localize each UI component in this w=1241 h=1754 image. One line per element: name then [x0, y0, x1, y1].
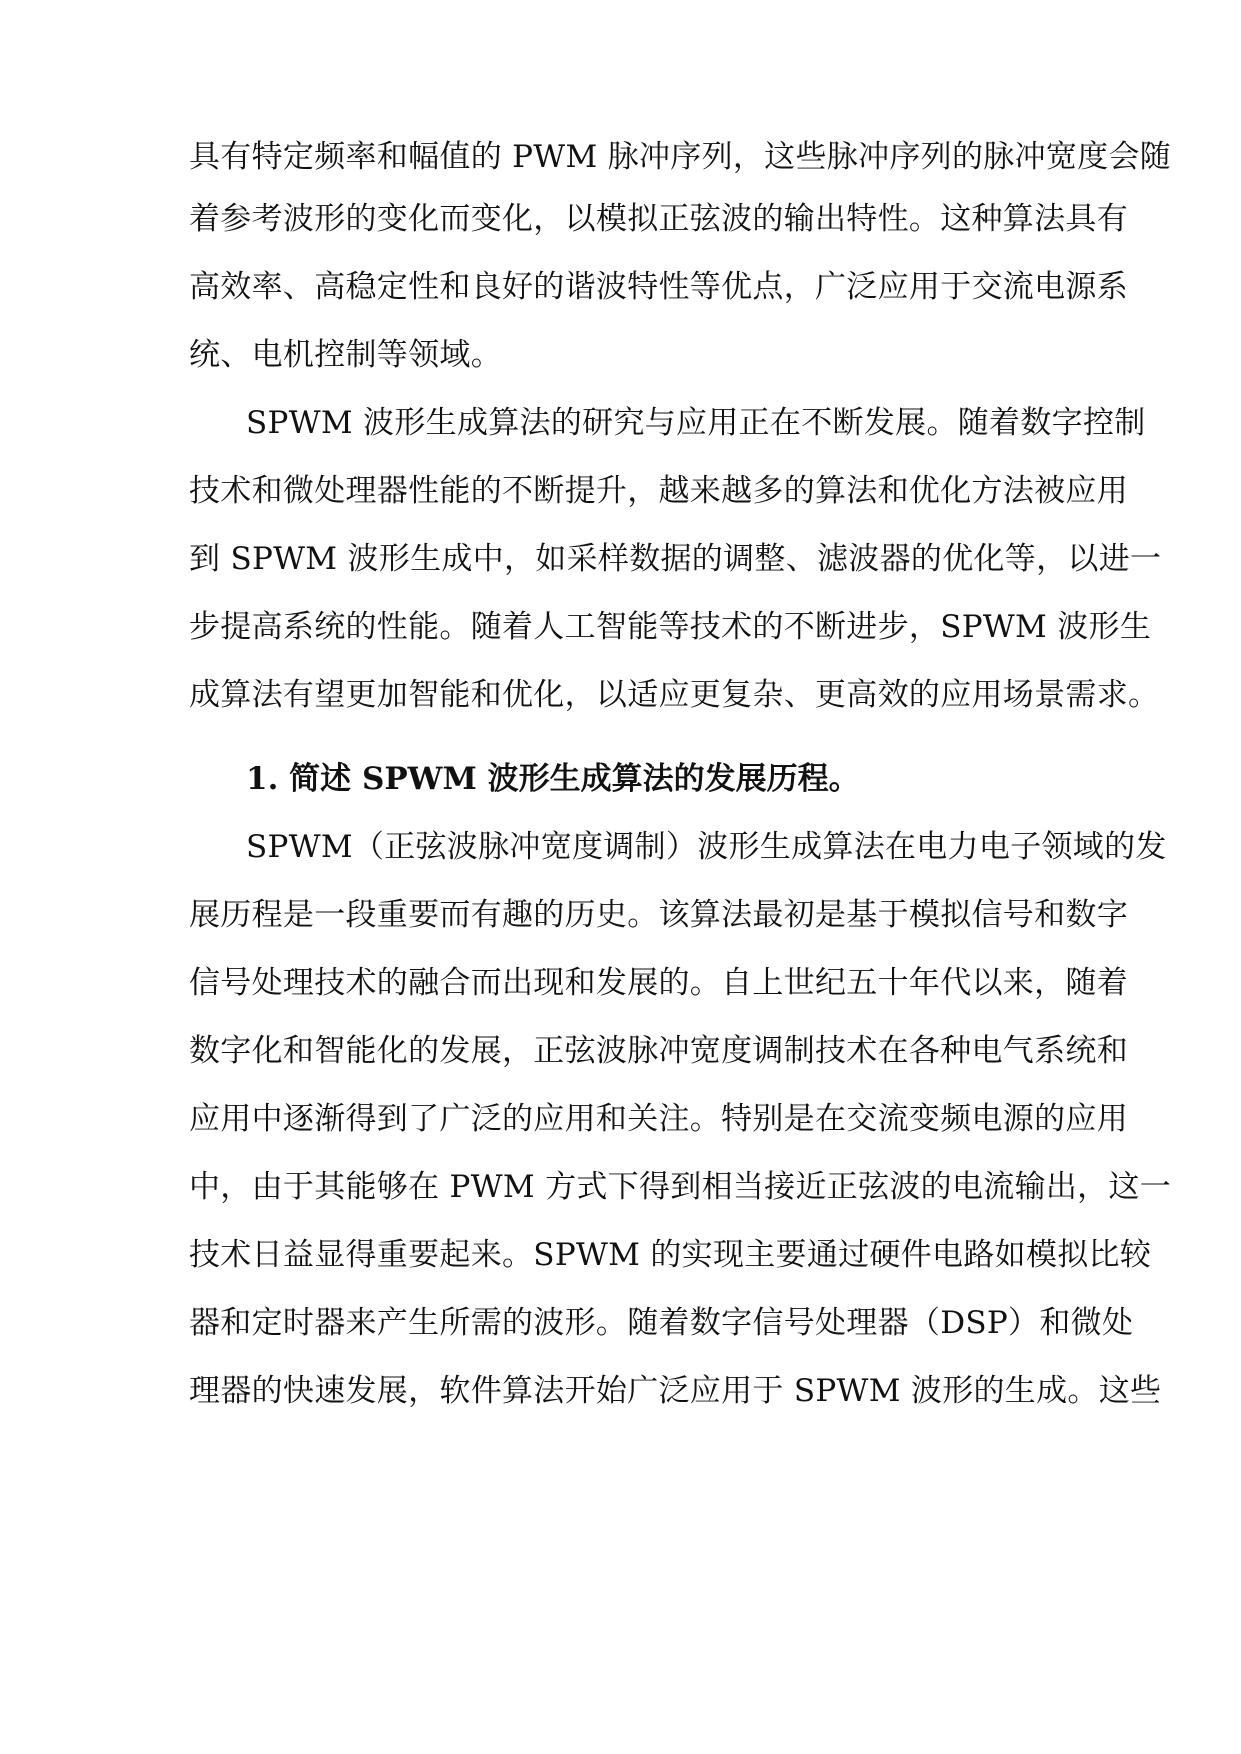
paragraph2-line-1: SPWM 波形生成算法的研究与应用正在不断发展。随着数字控制	[246, 405, 1146, 441]
paragraph2-line-5: 成算法有望更加智能和优化，以适应更复杂、更高效的应用场景需求。	[189, 677, 1160, 713]
paragraph3-line-1: SPWM（正弦波脉冲宽度调制）波形生成算法在电力电子领域的发	[246, 829, 1167, 865]
paragraph1-line-1: 具有特定频率和幅值的 PWM 脉冲序列，这些脉冲序列的脉冲宽度会随	[189, 139, 1172, 175]
paragraph1-line-2: 着参考波形的变化而变化，以模拟正弦波的输出特性。这种算法具有	[189, 201, 1128, 237]
paragraph1-line-3: 高效率、高稳定性和良好的谐波特性等优点，广泛应用于交流电源系	[189, 269, 1128, 305]
paragraph3-line-2: 展历程是一段重要而有趣的历史。该算法最初是基于模拟信号和数字	[189, 897, 1128, 933]
paragraph3-line-3: 信号处理技术的融合而出现和发展的。自上世纪五十年代以来，随着	[189, 965, 1128, 1001]
paragraph2-line-2: 技术和微处理器性能的不断提升，越来越多的算法和优化方法被应用	[189, 473, 1128, 509]
paragraph1-line-4: 统、电机控制等领域。	[189, 337, 502, 373]
paragraph3-line-9: 理器的快速发展，软件算法开始广泛应用于 SPWM 波形的生成。这些	[189, 1373, 1162, 1409]
paragraph3-line-5: 应用中逐渐得到了广泛的应用和关注。特别是在交流变频电源的应用	[189, 1101, 1128, 1137]
paragraph3-line-6: 中，由于其能够在 PWM 方式下得到相当接近正弦波的电流输出，这一	[189, 1169, 1172, 1205]
section-heading: 1. 简述 SPWM 波形生成算法的发展历程。	[246, 761, 860, 797]
paragraph3-line-8: 器和定时器来产生所需的波形。随着数字信号处理器（DSP）和微处	[189, 1305, 1134, 1341]
paragraph3-line-4: 数字化和智能化的发展，正弦波脉冲宽度调制技术在各种电气系统和	[189, 1033, 1128, 1069]
paragraph3-line-7: 技术日益显得重要起来。SPWM 的实现主要通过硬件电路如模拟比较	[189, 1237, 1152, 1273]
paragraph2-line-3: 到 SPWM 波形生成中，如采样数据的调整、滤波器的优化等，以进一	[189, 541, 1162, 577]
paragraph2-line-4: 步提高系统的性能。随着人工智能等技术的不断进步，SPWM 波形生	[189, 609, 1152, 645]
